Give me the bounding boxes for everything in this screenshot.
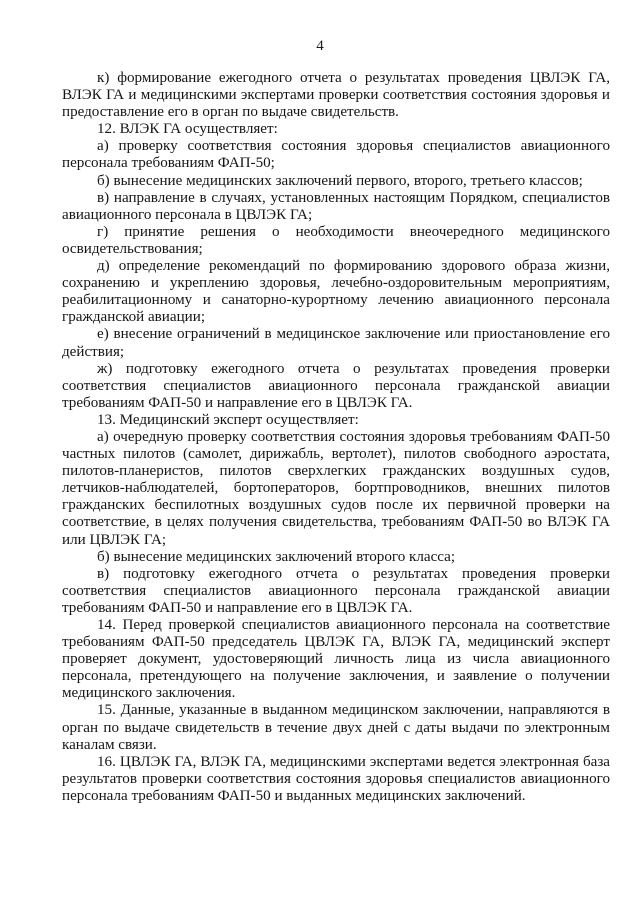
paragraph-15: 15. Данные, указанные в выданном медицинском заключении, направляются в орган по выдаче свидетельств в течение двух дней с даты выдачи по электронным каналам связи. — [62, 702, 610, 753]
paragraph-13v: в) подготовку ежегодного отчета о результатах проведения проверки соответствия специалистов авиационного персонала гражданской авиации требованиям ФАП-50 и направление его в ЦВЛЭК ГА. — [62, 565, 610, 616]
paragraph-12zh: ж) подготовку ежегодного отчета о результатах проведения проверки соответствия специалистов авиационного персонала гражданской авиации требованиям ФАП-50 и направление его в ЦВЛЭК ГА. — [62, 360, 610, 411]
paragraph-13b: б) вынесение медицинских заключений второго класса; — [97, 548, 456, 565]
paragraph-k: к) формирование ежегодного отчета о результатах проведения ЦВЛЭК ГА, ВЛЭК ГА и медицинскими экспертами проверки соответствия состояния здоровья и предоставление его в орган по выдаче свидетельств. — [62, 70, 610, 121]
paragraph-13a: а) очередную проверку соответствия состояния здоровья требованиям ФАП-50 частных пилотов (самолет, дирижабль, вертолет), пилотов свободного аэростата, пилотов-планеристов, пилотов сверхлегких гражданских воздушных судов, летчиков-наблюдателей, бортоператоров, бортпроводников, внешних пилотов гражданских беспилотных воздушных судов после их первичной проверки на соответствие, в целях получения свидетельства, требованиям ФАП-50 во ВЛЭК ГА или ЦВЛЭК ГА; — [62, 428, 610, 548]
paragraph-12a: а) проверку соответствия состояния здоровья специалистов авиационного персонала требованиям ФАП-50; — [62, 138, 610, 172]
document-body — [62, 70, 610, 805]
paragraph-12v: в) направление в случаях, установленных настоящим Порядком, специалистов авиационного персонала в ЦВЛЭК ГА; — [62, 189, 610, 223]
paragraph-16: 16. ЦВЛЭК ГА, ВЛЭК ГА, медицинскими экспертами ведется электронная база результатов проверки соответствия состояния здоровья специалистов авиационного персонала требованиям ФАП-50 и выданных медицинских заключений. — [62, 753, 610, 804]
paragraph-12-heading: 12. ВЛЭК ГА осуществляет: — [97, 121, 278, 138]
paragraph-12e: е) внесение ограничений в медицинское заключение или приостановление его действия; — [62, 326, 610, 360]
paragraph-12b: б) вынесение медицинских заключений первого, второго, третьего классов; — [97, 172, 583, 189]
paragraph-12g: г) принятие решения о необходимости внеочередного медицинского освидетельствования; — [62, 223, 610, 257]
paragraph-14: 14. Перед проверкой специалистов авиационного персонала на соответствие требованиям ФАП-50 председатель ЦВЛЭК ГА, ВЛЭК ГА, медицинский эксперт проверяет документ, удостоверяющий личность лица из числа авиационного персонала, претендующего на получение заключения, и заявление о получении медицинского заключения. — [62, 617, 610, 702]
paragraph-12d: д) определение рекомендаций по формированию здорового образа жизни, сохранению и укреплению здоровья, лечебно-оздоровительным мероприятиям, реабилитационному и санаторно-курортному лечению авиационного персонала гражданской авиации; — [62, 258, 610, 326]
paragraph-13-heading: 13. Медицинский эксперт осуществляет: — [97, 411, 359, 428]
page-number: 4 — [316, 38, 324, 54]
